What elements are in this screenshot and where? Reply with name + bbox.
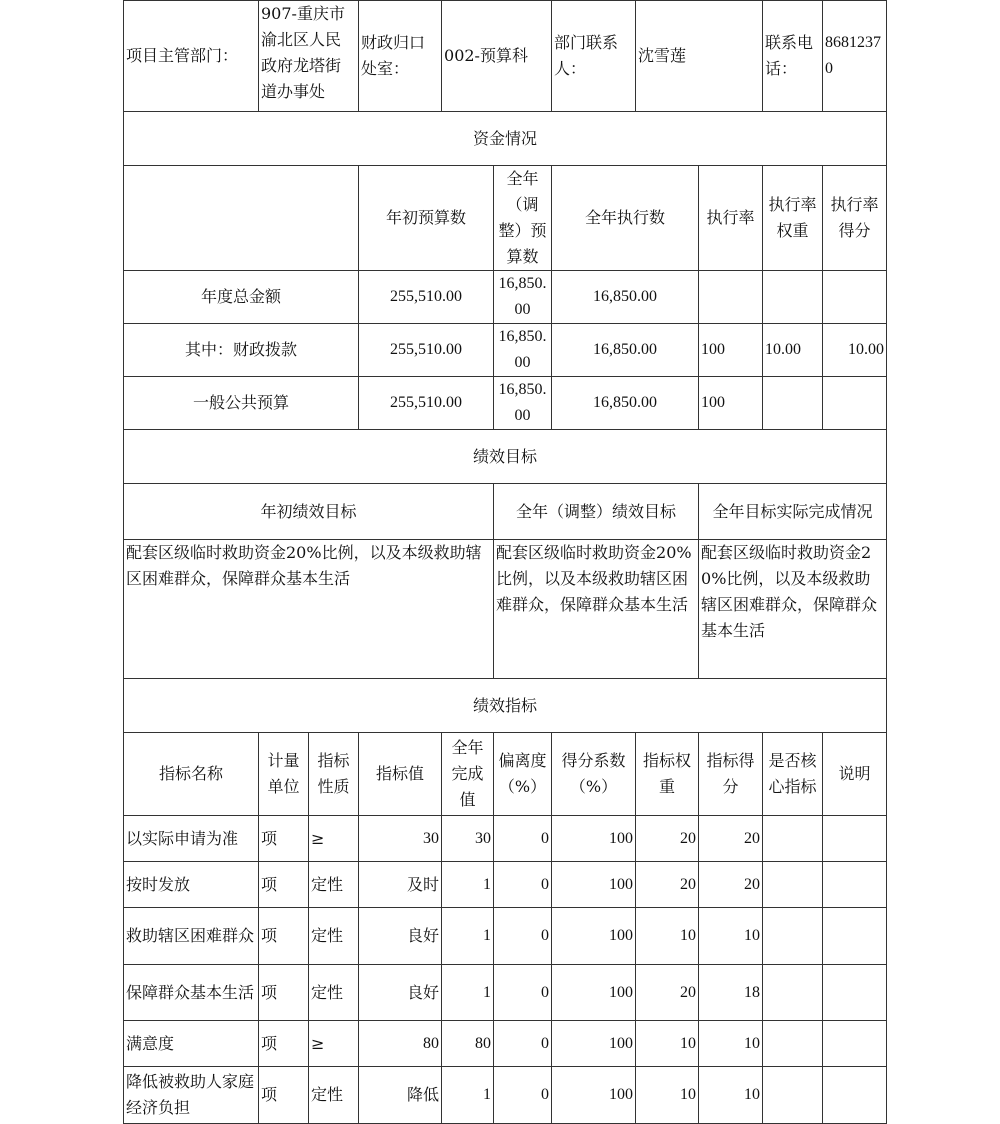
ind-deviation: 0 <box>494 1021 552 1067</box>
ind-value: 良好 <box>359 965 442 1021</box>
ind-note <box>823 965 887 1021</box>
funds-row-label: 其中：财政拨款 <box>124 324 359 377</box>
ind-completed: 80 <box>442 1021 494 1067</box>
ind-unit: 项 <box>259 908 309 965</box>
ind-score: 20 <box>699 862 763 908</box>
indicator-row <box>124 816 887 862</box>
funds-budget: 255,510.00 <box>359 324 494 377</box>
ind-unit: 项 <box>259 816 309 862</box>
ind-completed: 1 <box>442 965 494 1021</box>
ind-score: 10 <box>699 1067 763 1124</box>
goals-col-actual: 全年目标实际完成情况 <box>699 484 887 540</box>
dept-label: 项目主管部门： <box>124 1 259 112</box>
ind-core <box>763 862 823 908</box>
ind-col-unit: 计量单位 <box>259 733 309 816</box>
ind-weight: 10 <box>636 1067 699 1124</box>
ind-core <box>763 816 823 862</box>
funds-weight: 10.00 <box>763 324 823 377</box>
funds-header-row <box>124 166 887 271</box>
funds-row-label: 年度总金额 <box>124 271 359 324</box>
funds-row <box>124 377 887 430</box>
funds-header-blank <box>124 166 359 271</box>
finance-value: 002-预算科 <box>442 1 552 112</box>
goals-actual-text: 配套区级临时救助资金20%比例，以及本级救助辖区困难群众，保障群众基本生活 <box>699 540 887 679</box>
ind-name: 救助辖区困难群众 <box>124 908 259 965</box>
ind-deviation: 0 <box>494 1067 552 1124</box>
ind-value: 降低 <box>359 1067 442 1124</box>
funds-row-label: 一般公共预算 <box>124 377 359 430</box>
report-table <box>123 0 887 1124</box>
goals-section-title: 绩效目标 <box>124 430 887 484</box>
ind-unit: 项 <box>259 965 309 1021</box>
ind-coef: 100 <box>552 1021 636 1067</box>
goals-col-adjusted: 全年（调整）绩效目标 <box>494 484 699 540</box>
ind-value: 80 <box>359 1021 442 1067</box>
ind-unit: 项 <box>259 1067 309 1124</box>
ind-nature: ≥ <box>309 816 359 862</box>
ind-score: 10 <box>699 908 763 965</box>
ind-core <box>763 908 823 965</box>
ind-completed: 1 <box>442 1067 494 1124</box>
funds-rate: 100 <box>699 324 763 377</box>
indicators-section-title: 绩效指标 <box>124 679 887 733</box>
contact-label: 部门联系人： <box>552 1 636 112</box>
ind-completed: 1 <box>442 908 494 965</box>
ind-note <box>823 908 887 965</box>
funds-section-title: 资金情况 <box>124 112 887 166</box>
ind-weight: 20 <box>636 862 699 908</box>
funds-weight <box>763 377 823 430</box>
ind-weight: 20 <box>636 965 699 1021</box>
performance-report <box>123 0 886 1124</box>
header-row <box>124 1 887 112</box>
ind-value: 及时 <box>359 862 442 908</box>
ind-coef: 100 <box>552 1067 636 1124</box>
ind-name: 按时发放 <box>124 862 259 908</box>
ind-nature: 定性 <box>309 965 359 1021</box>
contact-value: 沈雪莲 <box>636 1 763 112</box>
goals-section-row <box>124 430 887 484</box>
indicators-header-row <box>124 733 887 816</box>
ind-name: 满意度 <box>124 1021 259 1067</box>
ind-unit: 项 <box>259 862 309 908</box>
ind-completed: 30 <box>442 816 494 862</box>
ind-deviation: 0 <box>494 908 552 965</box>
ind-note <box>823 862 887 908</box>
ind-deviation: 0 <box>494 862 552 908</box>
ind-value: 30 <box>359 816 442 862</box>
funds-row <box>124 324 887 377</box>
ind-col-value: 指标值 <box>359 733 442 816</box>
funds-budget: 255,510.00 <box>359 377 494 430</box>
ind-unit: 项 <box>259 1021 309 1067</box>
ind-col-coef: 得分系数（%） <box>552 733 636 816</box>
indicator-row <box>124 1021 887 1067</box>
funds-col-weight: 执行率权重 <box>763 166 823 271</box>
funds-budget: 255,510.00 <box>359 271 494 324</box>
ind-col-score: 指标得分 <box>699 733 763 816</box>
goals-initial-text: 配套区级临时救助资金20%比例，以及本级救助辖区困难群众，保障群众基本生活 <box>124 540 494 679</box>
ind-value: 良好 <box>359 908 442 965</box>
ind-deviation: 0 <box>494 965 552 1021</box>
finance-label: 财政归口处室： <box>359 1 442 112</box>
ind-name: 降低被救助人家庭经济负担 <box>124 1067 259 1124</box>
ind-weight: 20 <box>636 816 699 862</box>
ind-core <box>763 965 823 1021</box>
ind-note <box>823 816 887 862</box>
ind-coef: 100 <box>552 965 636 1021</box>
goals-header-row <box>124 484 887 540</box>
goals-adjusted-text: 配套区级临时救助资金20%比例，以及本级救助辖区困难群众，保障群众基本生活 <box>494 540 699 679</box>
indicator-row <box>124 965 887 1021</box>
ind-deviation: 0 <box>494 816 552 862</box>
ind-score: 10 <box>699 1021 763 1067</box>
indicator-row <box>124 862 887 908</box>
ind-core <box>763 1021 823 1067</box>
funds-score <box>823 377 887 430</box>
funds-col-rate: 执行率 <box>699 166 763 271</box>
ind-note <box>823 1021 887 1067</box>
ind-weight: 10 <box>636 908 699 965</box>
ind-coef: 100 <box>552 862 636 908</box>
ind-col-completed: 全年完成值 <box>442 733 494 816</box>
funds-section-row <box>124 112 887 166</box>
funds-adjusted: 16,850.00 <box>494 377 552 430</box>
ind-col-nature: 指标性质 <box>309 733 359 816</box>
ind-col-core: 是否核心指标 <box>763 733 823 816</box>
funds-executed: 16,850.00 <box>552 377 699 430</box>
indicator-row <box>124 908 887 965</box>
ind-weight: 10 <box>636 1021 699 1067</box>
funds-adjusted: 16,850.00 <box>494 271 552 324</box>
goals-text-row <box>124 540 887 679</box>
ind-completed: 1 <box>442 862 494 908</box>
ind-name: 保障群众基本生活 <box>124 965 259 1021</box>
funds-row <box>124 271 887 324</box>
ind-col-deviation: 偏离度（%） <box>494 733 552 816</box>
dept-value: 907-重庆市渝北区人民政府龙塔街道办事处 <box>259 1 359 112</box>
funds-weight <box>763 271 823 324</box>
ind-col-note: 说明 <box>823 733 887 816</box>
ind-nature: ≥ <box>309 1021 359 1067</box>
ind-nature: 定性 <box>309 1067 359 1124</box>
ind-nature: 定性 <box>309 862 359 908</box>
funds-col-score: 执行率得分 <box>823 166 887 271</box>
funds-col-executed: 全年执行数 <box>552 166 699 271</box>
phone-value: 86812370 <box>823 1 887 112</box>
ind-note <box>823 1067 887 1124</box>
indicators-section-row <box>124 679 887 733</box>
funds-rate <box>699 271 763 324</box>
ind-coef: 100 <box>552 816 636 862</box>
funds-score: 10.00 <box>823 324 887 377</box>
phone-label: 联系电话： <box>763 1 823 112</box>
goals-col-initial: 年初绩效目标 <box>124 484 494 540</box>
funds-executed: 16,850.00 <box>552 324 699 377</box>
funds-col-budget: 年初预算数 <box>359 166 494 271</box>
ind-name: 以实际申请为准 <box>124 816 259 862</box>
ind-nature: 定性 <box>309 908 359 965</box>
ind-score: 20 <box>699 816 763 862</box>
funds-col-adjusted: 全年（调整）预算数 <box>494 166 552 271</box>
funds-score <box>823 271 887 324</box>
ind-col-weight: 指标权重 <box>636 733 699 816</box>
funds-executed: 16,850.00 <box>552 271 699 324</box>
funds-rate: 100 <box>699 377 763 430</box>
indicator-row <box>124 1067 887 1124</box>
ind-coef: 100 <box>552 908 636 965</box>
ind-col-name: 指标名称 <box>124 733 259 816</box>
ind-score: 18 <box>699 965 763 1021</box>
funds-adjusted: 16,850.00 <box>494 324 552 377</box>
ind-core <box>763 1067 823 1124</box>
